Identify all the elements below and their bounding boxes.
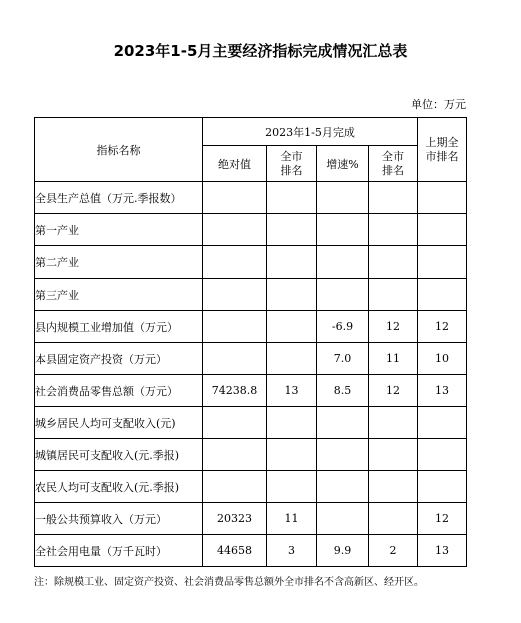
growth-cell: 9.9 xyxy=(317,535,369,567)
header-last-rank-line1: 上期全 xyxy=(425,135,459,149)
page-title: 2023年1-5月主要经济指标完成情况汇总表 xyxy=(113,42,408,60)
city-rank-cell xyxy=(267,343,317,375)
absolute-value-cell xyxy=(203,343,267,375)
absolute-value-cell xyxy=(203,471,267,503)
indicator-name-cell: 全社会用电量（万千瓦时） xyxy=(35,535,203,567)
growth-cell: 7.0 xyxy=(317,343,369,375)
indicator-name-cell: 城乡居民人均可支配收入(元) xyxy=(35,407,203,439)
growth-cell xyxy=(317,471,369,503)
growth-rank-cell xyxy=(369,182,418,214)
city-rank-cell xyxy=(267,182,317,214)
header-growth-rank-line2: 排名 xyxy=(382,163,404,177)
table-row xyxy=(35,375,467,407)
absolute-value-cell xyxy=(203,311,267,343)
absolute-value-cell xyxy=(203,214,267,246)
table-row xyxy=(35,407,467,439)
absolute-value-cell: 20323 xyxy=(203,503,267,535)
indicator-name-cell: 县内规模工业增加值（万元） xyxy=(35,311,203,343)
indicator-name-cell: 农民人均可支配收入(元.季报) xyxy=(35,471,203,503)
city-rank-cell xyxy=(267,279,317,311)
growth-rank-cell xyxy=(369,407,418,439)
growth-cell: -6.9 xyxy=(317,311,369,343)
last-period-rank-cell: 12 xyxy=(418,503,467,535)
growth-rank-cell xyxy=(369,279,418,311)
table-row xyxy=(35,535,467,567)
absolute-value-cell xyxy=(203,407,267,439)
header-growth-rank xyxy=(369,146,418,182)
table-row xyxy=(35,311,467,343)
city-rank-cell: 11 xyxy=(267,503,317,535)
last-period-rank-cell xyxy=(418,246,467,279)
city-rank-cell xyxy=(267,439,317,471)
last-period-rank-cell xyxy=(418,214,467,246)
table-row xyxy=(35,246,467,279)
last-period-rank-cell xyxy=(418,407,467,439)
absolute-value-cell: 44658 xyxy=(203,535,267,567)
growth-rank-cell: 12 xyxy=(369,311,418,343)
absolute-value-cell xyxy=(203,246,267,279)
last-period-rank-cell xyxy=(418,439,467,471)
city-rank-cell: 3 xyxy=(267,535,317,567)
last-period-rank-cell: 10 xyxy=(418,343,467,375)
absolute-value-cell xyxy=(203,439,267,471)
indicator-name-cell: 城镇居民可支配收入(元.季报) xyxy=(35,439,203,471)
growth-rank-cell xyxy=(369,503,418,535)
city-rank-cell xyxy=(267,214,317,246)
indicator-name-cell: 全县生产总值（万元.季报数） xyxy=(35,182,203,214)
header-city-rank-line2: 排名 xyxy=(280,163,303,177)
growth-rank-cell xyxy=(369,214,418,246)
city-rank-cell xyxy=(267,471,317,503)
table-row xyxy=(35,214,467,246)
absolute-value-cell xyxy=(203,182,267,214)
growth-cell xyxy=(317,214,369,246)
last-period-rank-cell xyxy=(418,182,467,214)
table-row xyxy=(35,439,467,471)
growth-cell xyxy=(317,279,369,311)
unit-label: 单位：万元 xyxy=(411,98,466,111)
header-growth: 增速% xyxy=(317,146,369,182)
last-period-rank-cell: 13 xyxy=(418,375,467,407)
header-period: 2023年1-5月完成 xyxy=(203,118,418,146)
city-rank-cell: 13 xyxy=(267,375,317,407)
table-row xyxy=(35,343,467,375)
header-indicator-name: 指标名称 xyxy=(35,118,203,182)
header-last-period-rank xyxy=(418,118,467,182)
growth-rank-cell: 12 xyxy=(369,375,418,407)
table-row xyxy=(35,503,467,535)
growth-cell xyxy=(317,407,369,439)
absolute-value-cell xyxy=(203,279,267,311)
header-city-rank-line1: 全市 xyxy=(280,149,303,163)
city-rank-cell xyxy=(267,311,317,343)
growth-cell: 8.5 xyxy=(317,375,369,407)
growth-rank-cell xyxy=(369,471,418,503)
header-growth-rank-line1: 全市 xyxy=(382,149,404,163)
growth-cell xyxy=(317,182,369,214)
footnote: 注：除规模工业、固定资产投资、社会消费品零售总额外全市排名不含高新区、经开区。 xyxy=(34,577,424,588)
growth-rank-cell: 11 xyxy=(369,343,418,375)
last-period-rank-cell: 12 xyxy=(418,311,467,343)
last-period-rank-cell xyxy=(418,279,467,311)
header-last-rank-line2: 市排名 xyxy=(425,149,459,163)
growth-cell xyxy=(317,246,369,279)
table-row xyxy=(35,471,467,503)
growth-rank-cell xyxy=(369,439,418,471)
growth-cell xyxy=(317,503,369,535)
indicator-name-cell: 第二产业 xyxy=(35,246,203,279)
absolute-value-cell: 74238.8 xyxy=(203,375,267,407)
table-row xyxy=(35,279,467,311)
indicator-table xyxy=(34,117,467,567)
indicator-name-cell: 第三产业 xyxy=(35,279,203,311)
header-absolute-value: 绝对值 xyxy=(203,146,267,182)
last-period-rank-cell xyxy=(418,471,467,503)
indicator-name-cell: 一般公共预算收入（万元） xyxy=(35,503,203,535)
indicator-name-cell: 第一产业 xyxy=(35,214,203,246)
growth-cell xyxy=(317,439,369,471)
growth-rank-cell: 2 xyxy=(369,535,418,567)
table-row xyxy=(35,182,467,214)
header-city-rank xyxy=(267,146,317,182)
city-rank-cell xyxy=(267,407,317,439)
last-period-rank-cell: 13 xyxy=(418,535,467,567)
indicator-name-cell: 本县固定资产投资（万元） xyxy=(35,343,203,375)
city-rank-cell xyxy=(267,246,317,279)
indicator-name-cell: 社会消费品零售总额（万元） xyxy=(35,375,203,407)
growth-rank-cell xyxy=(369,246,418,279)
